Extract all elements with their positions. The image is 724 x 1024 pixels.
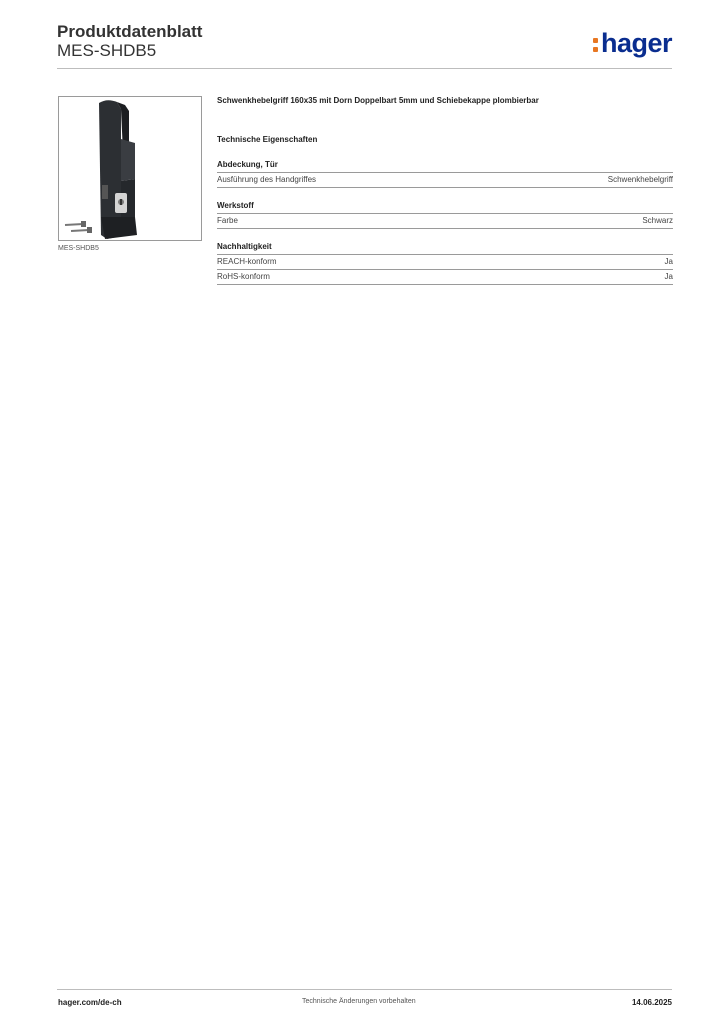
group-title: Werkstoff xyxy=(217,201,673,214)
property-group-cover xyxy=(217,160,673,188)
property-label: RoHS-konform xyxy=(217,272,270,281)
image-caption: MES-SHDB5 xyxy=(58,245,99,252)
property-row xyxy=(217,270,673,285)
property-group-material xyxy=(217,201,673,229)
footer-divider xyxy=(57,989,672,990)
property-value: Schwenkhebelgriff xyxy=(607,175,673,184)
page-header xyxy=(57,20,672,70)
document-subtitle: MES-SHDB5 xyxy=(57,41,157,60)
property-row xyxy=(217,214,673,229)
product-image xyxy=(58,96,202,241)
footer-date: 14.06.2025 xyxy=(631,998,672,1007)
property-label: Ausführung des Handgriffes xyxy=(217,175,317,184)
property-group-sustainability xyxy=(217,242,673,285)
product-title: Schwenkhebelgriff 160x35 mit Dorn Doppelbart 5mm und Schiebekappe plombierbar xyxy=(217,96,539,105)
property-value: Ja xyxy=(664,257,673,266)
product-details xyxy=(217,96,673,285)
property-label: REACH-konform xyxy=(217,257,277,266)
property-row xyxy=(217,255,673,270)
property-label: Farbe xyxy=(217,216,238,225)
section-title: Technische Eigenschaften xyxy=(217,135,318,144)
swing-lever-handle-image xyxy=(59,97,201,240)
logo-text: hager xyxy=(600,28,672,58)
group-title: Abdeckung, Tür xyxy=(217,160,673,173)
footer-disclaimer: Technische Änderungen vorbehalten xyxy=(302,998,416,1005)
header-divider xyxy=(57,68,672,69)
hager-logo xyxy=(593,28,672,59)
document-title: Produktdatenblatt xyxy=(57,22,203,41)
property-row xyxy=(217,173,673,188)
property-value: Ja xyxy=(664,272,673,281)
footer-website-link[interactable]: hager.com/de-ch xyxy=(58,998,122,1007)
logo-dots-icon xyxy=(593,34,599,54)
property-value: Schwarz xyxy=(642,216,673,225)
group-title: Nachhaltigkeit xyxy=(217,242,673,255)
